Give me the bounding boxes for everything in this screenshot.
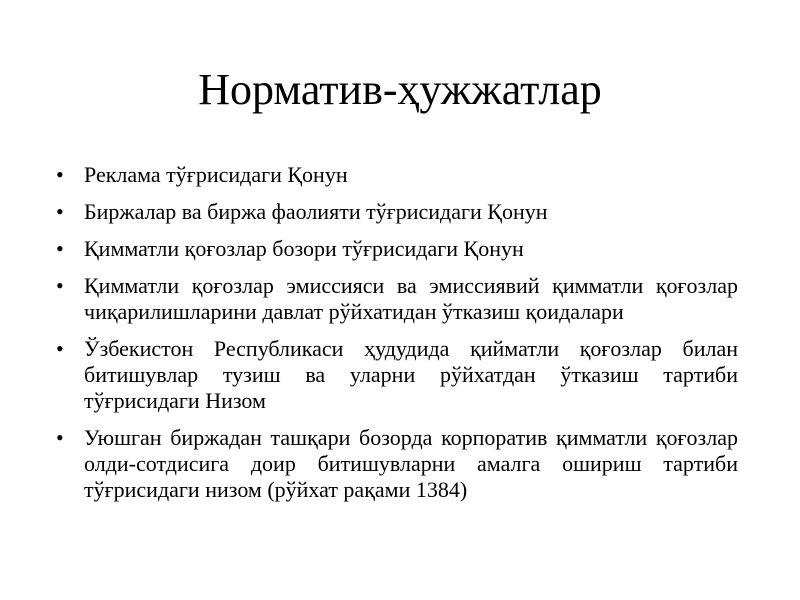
bullet-icon: • [56,162,64,187]
list-item-text: Реклама тўғрисидаги Қонун [84,162,348,187]
bullet-icon: • [56,273,64,298]
list-item-text: Биржалар ва биржа фаолияти тўғрисидаги Қонун [84,199,548,224]
bullet-icon: • [56,199,64,224]
bullet-icon: • [56,236,64,261]
list-item [56,162,738,188]
list-item [56,273,738,325]
list-item-text: Уюшган биржадан ташқари бозорда корпоратив қимматли қоғозлар олди-сотдисига доир битишувларни амалга ошириш тартиби тўғрисидаги низом (рўйхат рақами 1384) [84,425,738,502]
bullet-list [56,162,738,514]
bullet-icon: • [56,336,64,361]
bullet-icon: • [56,425,64,450]
list-item [56,425,738,503]
list-item-text: Қимматли қоғозлар бозори тўғрисидаги Қонун [84,236,524,261]
list-item [56,199,738,225]
list-item [56,336,738,414]
slide-title: Норматив-ҳужжатлар [198,65,602,114]
list-item-text: Қимматли қоғозлар эмиссияси ва эмиссиявий қимматли қоғозлар чиқарилишларини давлат рўйхатидан ўтказиш қоидалари [84,273,738,324]
list-item [56,236,738,262]
list-item-text: Ўзбекистон Республикаси ҳудудида қийматли қоғозлар билан битишувлар тузиш ва уларни рўйхатдан ўтказиш тартиби тўғрисидаги Низом [84,336,738,413]
